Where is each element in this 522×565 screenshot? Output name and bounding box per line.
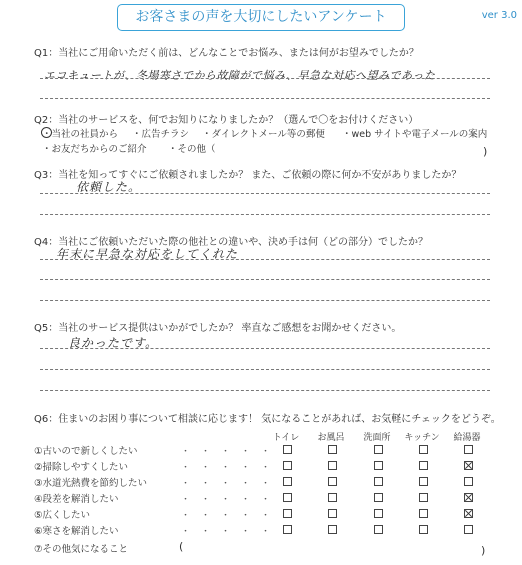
q2-other-close-paren: ) [483, 145, 488, 158]
row-leader-dots: ・・・・・ [181, 495, 282, 505]
checkbox-toilet[interactable] [283, 509, 292, 518]
checkbox-kitchen[interactable] [419, 493, 428, 502]
q6-other-open-paren: ( [179, 540, 184, 553]
checkbox-bath[interactable] [328, 493, 337, 502]
checkbox-washroom[interactable] [374, 509, 383, 518]
checkbox-toilet[interactable] [283, 493, 292, 502]
checkbox-water-heater[interactable] [464, 525, 473, 534]
row-label: ③水道光熱費を節約したい [34, 478, 148, 489]
checkbox-kitchen[interactable] [419, 445, 428, 454]
version-label: ver 3.0 [481, 10, 517, 21]
checkbox-water-heater[interactable] [464, 445, 473, 454]
checkbox-toilet[interactable] [283, 525, 292, 534]
q5-line-2 [40, 369, 490, 370]
q3-line-2 [40, 214, 490, 215]
q1-line-2 [40, 98, 490, 99]
q1-line-1 [40, 78, 490, 79]
checkbox-toilet[interactable] [283, 477, 292, 486]
q5-line-1 [40, 348, 490, 349]
checkbox-kitchen[interactable] [419, 509, 428, 518]
checkbox-bath[interactable] [328, 477, 337, 486]
checkbox-toilet[interactable] [283, 445, 292, 454]
column-kitchen: キッチン [404, 433, 440, 443]
q3-line-1 [40, 193, 490, 194]
row-label: ②掃除しやすくしたい [34, 462, 129, 473]
checkbox-kitchen[interactable] [419, 477, 428, 486]
q1-question: Q1：当社にご用命いただく前は、どんなことでお悩み、または何がお望みでしたか？ [34, 48, 419, 59]
survey-title: お客さまの声を大切にしたいアンケート [117, 4, 405, 31]
checkbox-kitchen[interactable] [419, 461, 428, 470]
checkbox-water-heater[interactable] [464, 477, 473, 486]
checkbox-water-heater[interactable] [464, 509, 473, 518]
checkbox-washroom[interactable] [374, 461, 383, 470]
row-label: ⑤広くしたい [34, 510, 91, 521]
row-leader-dots: ・・・・・ [181, 463, 282, 473]
q5-question: Q5：当社のサービス提供はいかがでしたか？ 率直なご感想をお聞かせください。 [34, 323, 402, 334]
row-label: ④段差を解消したい [34, 494, 119, 505]
q4-line-3 [40, 300, 490, 301]
checkbox-washroom[interactable] [374, 525, 383, 534]
checkbox-washroom[interactable] [374, 445, 383, 454]
checkbox-bath[interactable] [328, 509, 337, 518]
column-bath: お風呂 [317, 433, 345, 443]
checkbox-bath[interactable] [328, 445, 337, 454]
row-label-other: ⑦その他気になること [34, 544, 129, 555]
checkbox-bath[interactable] [328, 525, 337, 534]
row-label: ⑥寒さを解消したい [34, 526, 119, 537]
q6-question: Q6：住まいのお困り事について相談に応じます！ 気になることがあれば、お気軽にチェックをどうぞ。 [34, 414, 501, 425]
q2-option-friend[interactable]: ・お友だちからのご紹介 [42, 144, 147, 155]
q6-other-close-paren: ) [481, 544, 486, 557]
column-washroom: 洗面所 [363, 433, 391, 443]
q1-answer: エコキュートが、冬場寒さでから故障がで悩み、早急な対応へ望みであった [44, 69, 436, 82]
checkbox-water-heater[interactable] [464, 493, 473, 502]
q4-answer: 年末に早急な対応をしてくれた [56, 247, 239, 261]
row-leader-dots: ・・・・・ [181, 447, 282, 457]
q2-option-flyer[interactable]: ・広告チラシ [132, 129, 190, 140]
column-water-heater: 給湯器 [453, 433, 481, 443]
q2-option-web[interactable]: ・web サイトや電子メールの案内 [342, 129, 488, 140]
row-label: ①古いので新しくしたい [34, 446, 138, 457]
column-toilet: トイレ [272, 433, 300, 443]
q3-answer: 依頼した。 [76, 180, 142, 194]
q2-question: Q2：当社のサービスを、何でお知りになりましたか？（選んで〇をお付けください） [34, 115, 419, 126]
checkbox-washroom[interactable] [374, 477, 383, 486]
q5-answer: 良かったです。 [68, 336, 159, 350]
q2-option-other[interactable]: ・その他（ [168, 144, 216, 155]
q4-question: Q4：当社にご依頼いただいた際の他社との違いや、決め手は何（どの部分）でしたか？ [34, 237, 429, 248]
row-leader-dots: ・・・・・ [181, 511, 282, 521]
q2-option-direct-mail[interactable]: ・ダイレクトメール等の郵便 [202, 129, 325, 140]
checkbox-toilet[interactable] [283, 461, 292, 470]
checkbox-water-heater[interactable] [464, 461, 473, 470]
q4-line-2 [40, 279, 490, 280]
row-leader-dots: ・・・・・ [181, 527, 282, 537]
checkbox-bath[interactable] [328, 461, 337, 470]
q3-question: Q3：当社を知ってすぐにご依頼されましたか？ また、ご依頼の際に何か不安がありましたか？ [34, 170, 462, 181]
q4-line-1 [40, 259, 490, 260]
checkbox-kitchen[interactable] [419, 525, 428, 534]
q2-option-staff[interactable]: ・当社の社員から [42, 129, 119, 140]
checkbox-washroom[interactable] [374, 493, 383, 502]
q5-line-3 [40, 390, 490, 391]
row-leader-dots: ・・・・・ [181, 479, 282, 489]
